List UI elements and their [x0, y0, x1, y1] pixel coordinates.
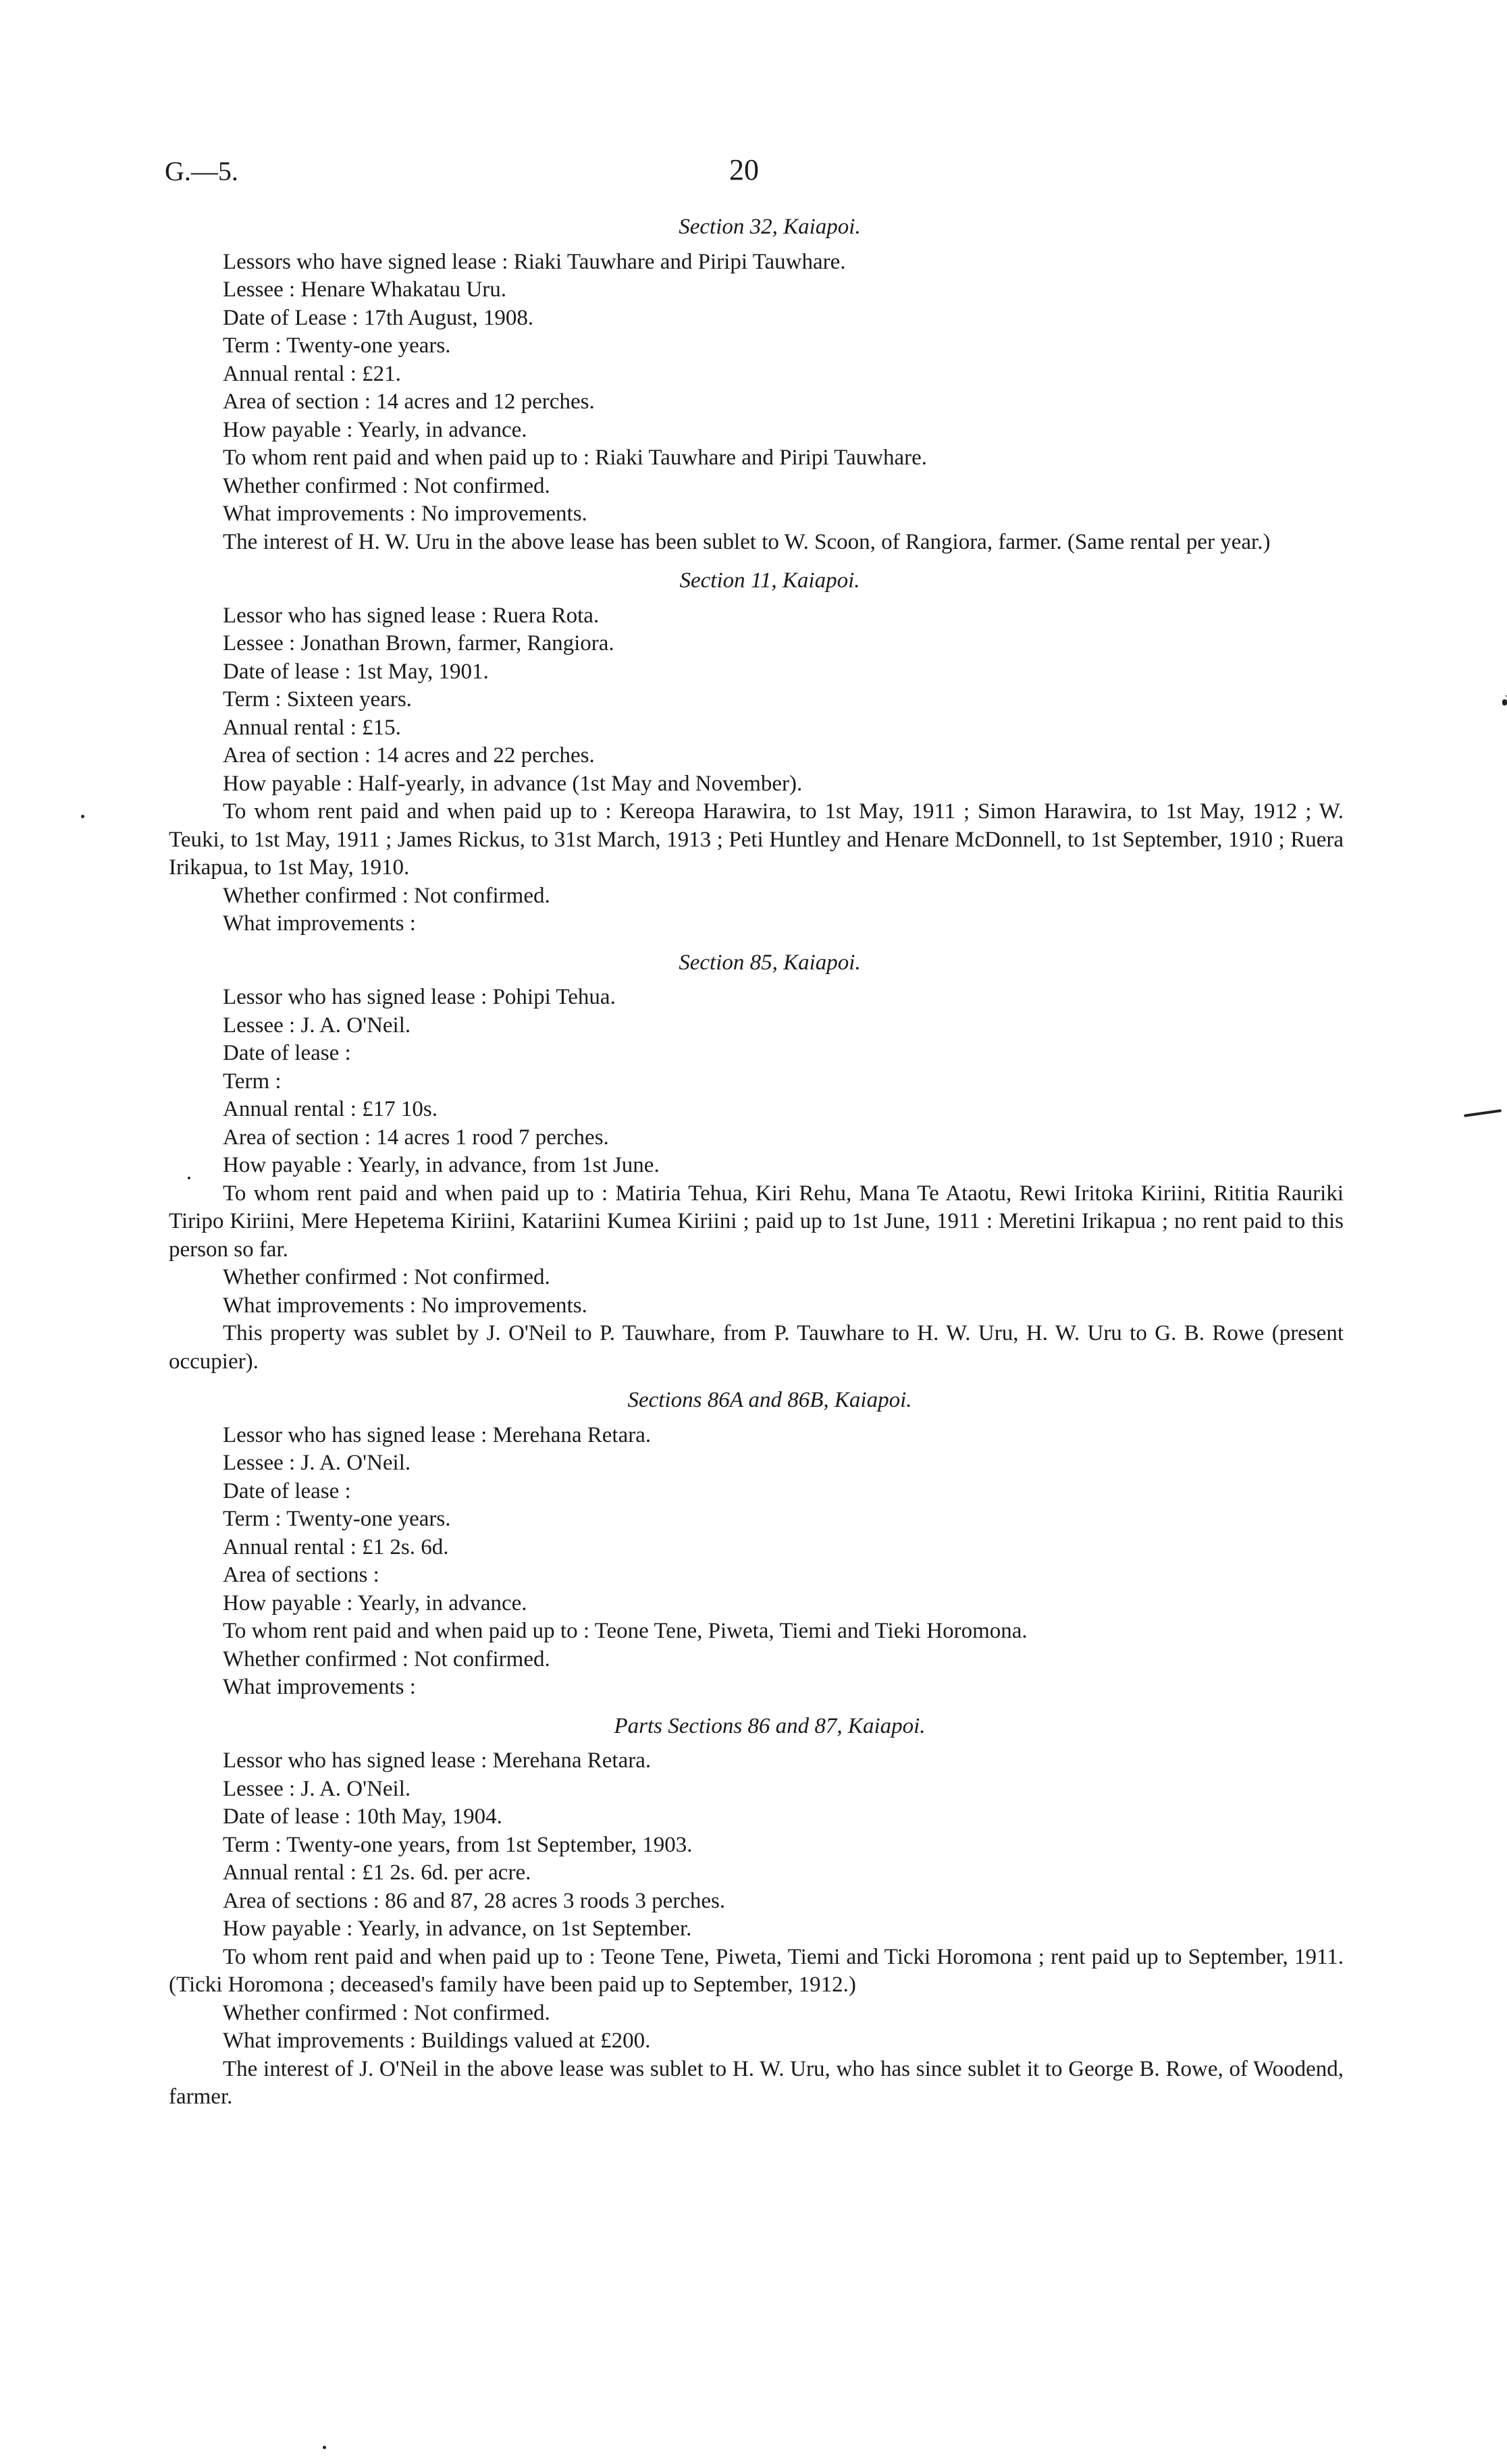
lease-section-86a-86b — [169, 1387, 1344, 1702]
lease-entry-confirmed: Whether confirmed : Not confirmed. — [223, 473, 550, 498]
lease-entry-improvements: What improvements : No improvements. — [223, 1293, 587, 1318]
lease-entry-term: Term : Twenty-one years. — [223, 333, 451, 358]
lease-entry-lessor: Lessor who has signed lease : Merehana Retara. — [223, 1422, 652, 1447]
lease-entry-improvements: What improvements : — [223, 1675, 416, 1699]
lease-entry-improvements: What improvements : Buildings valued at £200. — [223, 2029, 651, 2053]
lease-entry-date: Date of lease : — [223, 1041, 351, 1065]
lease-entry-improvements: What improvements : No improvements. — [223, 502, 587, 526]
section-heading: Section 32, Kaiapoi. — [679, 215, 861, 239]
scan-speck — [323, 2446, 326, 2449]
section-heading: Parts Sections 86 and 87, Kaiapoi. — [614, 1713, 926, 1738]
lease-section-11 — [169, 567, 1344, 938]
lease-entry-confirmed: Whether confirmed : Not confirmed. — [223, 883, 550, 908]
lease-entry-rent-paid: To whom rent paid and when paid up to : Riaki Tauwhare and Piripi Tauwhare. — [223, 446, 928, 470]
lease-entry-term: Term : — [223, 1069, 282, 1094]
margin-dash-mark — [1464, 1109, 1502, 1117]
scan-speck — [81, 815, 84, 818]
lease-entry-date: Date of lease : 10th May, 1904. — [223, 1804, 502, 1829]
section-heading: Sections 86A and 86B, Kaiapoi. — [627, 1388, 912, 1412]
lease-entry-lessee: Lessee : J. A. O'Neil. — [223, 1013, 411, 1038]
lease-section-85 — [169, 949, 1344, 1376]
section-heading: Section 85, Kaiapoi. — [679, 950, 861, 975]
scan-speck — [188, 1177, 190, 1179]
lease-entry-note: The interest of J. O'Neil in the above lease was sublet to H. W. Uru, who has since sublet it to George B. Rowe, of Woodend, farmer. — [169, 2056, 1344, 2109]
lease-entry-rental: Annual rental : £1 2s. 6d. per acre. — [223, 1860, 531, 1885]
lease-entry-rental: Annual rental : £15. — [223, 715, 401, 740]
lease-parts-sections-86-87 — [169, 1713, 1344, 2112]
lease-entry-rent-paid: To whom rent paid and when paid up to : Matiria Tehua, Kiri Rehu, Mana Te Ataotu, Rewi Iritoka Kiriini, Rititia Rauriki Tiripo Kiriini, Mere Hepetema Kiriini, Katariini Kumea Kiriini ; paid up to 1st June, 1911 : Meretini Irikapua ; no rent paid to this person so far. — [169, 1181, 1344, 1262]
lease-entry-rental: Annual rental : £21. — [223, 361, 401, 386]
page-number: 20 — [729, 153, 759, 186]
page-reference: G.—5. — [165, 156, 238, 186]
lease-entry-term: Term : Twenty-one years, from 1st September, 1903. — [223, 1832, 693, 1857]
lease-entry-lessor: Lessor who has signed lease : Ruera Rota. — [223, 603, 600, 628]
lease-entry-note: This property was sublet by J. O'Neil to P. Tauwhare, from P. Tauwhare to H. W. Uru, H. W. Uru to G. B. Rowe (present occupier). — [169, 1321, 1344, 1374]
scan-speck — [1502, 699, 1507, 705]
lease-entry-lessor: Lessor who has signed lease : Pohipi Tehua. — [223, 985, 616, 1009]
lease-section-32 — [169, 213, 1344, 556]
lease-entry-lessor: Lessor who has signed lease : Merehana Retara. — [223, 1748, 652, 1773]
lease-entry-confirmed: Whether confirmed : Not confirmed. — [223, 2000, 550, 2025]
section-heading: Section 11, Kaiapoi. — [679, 568, 860, 593]
lease-entry-lessee: Lessee : J. A. O'Neil. — [223, 1776, 411, 1801]
lease-entry-improvements: What improvements : — [223, 911, 416, 936]
lease-entry-area: Area of sections : 86 and 87, 28 acres 3 roods 3 perches. — [223, 1888, 726, 1913]
lease-entry-area: Area of section : 14 acres and 12 perches. — [223, 390, 595, 414]
lease-entry-lessors: Lessors who have signed lease : Riaki Tauwhare and Piripi Tauwhare. — [223, 249, 846, 274]
lease-entry-area: Area of sections : — [223, 1563, 379, 1587]
lease-entry-lessee: Lessee : Henare Whakatau Uru. — [223, 277, 506, 302]
lease-entry-confirmed: Whether confirmed : Not confirmed. — [223, 1646, 550, 1671]
lease-entry-payable: How payable : Yearly, in advance. — [223, 417, 527, 442]
lease-entry-payable: How payable : Yearly, in advance, on 1st September. — [223, 1917, 692, 1941]
document-body — [169, 213, 1344, 2112]
lease-entry-date: Date of Lease : 17th August, 1908. — [223, 305, 534, 330]
lease-entry-date: Date of lease : 1st May, 1901. — [223, 659, 489, 684]
lease-entry-payable: How payable : Yearly, in advance. — [223, 1590, 527, 1615]
lease-entry-term: Term : Sixteen years. — [223, 687, 412, 712]
lease-entry-rent-paid: To whom rent paid and when paid up to : Teone Tene, Piweta, Tiemi and Ticki Horomona ; rent paid up to September, 1911. (Ticki Horomona ; deceased's family have been paid up to September, 1912.) — [169, 1944, 1344, 1997]
lease-entry-payable: How payable : Yearly, in advance, from 1st June. — [223, 1153, 660, 1177]
lease-entry-area: Area of section : 14 acres and 22 perches. — [223, 743, 595, 768]
lease-entry-area: Area of section : 14 acres 1 rood 7 perches. — [223, 1125, 609, 1150]
lease-entry-term: Term : Twenty-one years. — [223, 1507, 451, 1531]
lease-entry-confirmed: Whether confirmed : Not confirmed. — [223, 1265, 550, 1289]
lease-entry-lessee: Lessee : Jonathan Brown, farmer, Rangiora. — [223, 631, 614, 655]
lease-entry-rent-paid: To whom rent paid and when paid up to : Teone Tene, Piweta, Tiemi and Tieki Horomona. — [223, 1619, 1028, 1643]
lease-entry-lessee: Lessee : J. A. O'Neil. — [223, 1451, 411, 1475]
lease-entry-date: Date of lease : — [223, 1478, 351, 1503]
lease-entry-rental: Annual rental : £1 2s. 6d. — [223, 1534, 449, 1559]
lease-entry-payable: How payable : Half-yearly, in advance (1st May and November). — [223, 771, 803, 796]
lease-entry-rent-paid: To whom rent paid and when paid up to : Kereopa Harawira, to 1st May, 1911 ; Simon Harawira, to 1st May, 1912 ; W. Teuki, to 1st May, 1911 ; James Rickus, to 31st March, 1913 ; Peti Huntley and Henare McDonnell, to 1st September, 1910 ; Ruera Irikapua, to 1st May, 1910. — [169, 799, 1344, 880]
lease-entry-rental: Annual rental : £17 10s. — [223, 1097, 438, 1121]
lease-entry-note: The interest of H. W. Uru in the above lease has been sublet to W. Scoon, of Rangiora, farmer. (Same rental per year.) — [223, 529, 1271, 554]
